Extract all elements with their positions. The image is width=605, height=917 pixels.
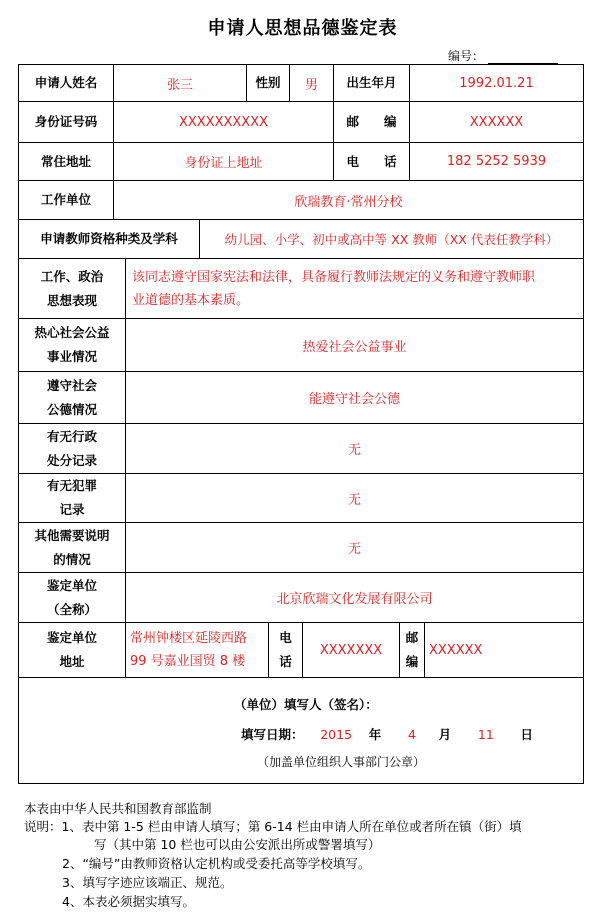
public-welfare-label-line2: 事业情况 [46,349,97,364]
appraising-unit-label [19,573,125,622]
unit-phone-label [269,623,302,677]
fill-date-month: 4 [408,727,416,742]
page-title: 申请人思想品德鉴定表 [207,18,398,39]
postcode-label: 邮 编 [346,114,397,129]
note-1-line-1: 说明：1、表中第 1-5 栏由申请人填写；第 6-14 栏由申请人所在单位或者所在镇（街）填 [24,819,522,834]
political-performance-label [19,259,125,318]
fill-date-day: 11 [477,727,494,742]
public-welfare-label [19,319,125,371]
cert-type-value[interactable]: 幼儿园、小学、初中或高中等 XX 教师（XX 代表任教学科） [224,232,559,247]
filler-signature-line[interactable]: （单位）填写人（签名）： [234,697,378,712]
unit-phone-label-line1: 电 [279,630,292,645]
birth-label: 出生年月 [346,75,397,90]
other-notes-label-line2: 的情况 [53,551,91,567]
social-morality-label-line2: 公德情况 [46,401,97,417]
unit-address-label-line1: 鉴定单位 [46,630,97,645]
serial-label: 编号： [448,49,485,63]
admin-penalty-label [19,424,125,473]
fill-date-year: 2015 [320,727,353,742]
supervision-note: 本表由中华人民共和国教育部监制 [24,801,212,816]
fill-date-month-unit: 月 [438,727,452,742]
note-4: 4、本表必须据实填写。 [62,894,195,909]
phone-value[interactable]: 182 5252 5939 [446,154,547,169]
public-welfare-value[interactable]: 热爱社会公益事业 [302,339,407,355]
name-value[interactable]: 张三 [166,77,193,93]
unit-address-label-line2: 地址 [59,654,85,669]
social-morality-value[interactable]: 能遵守社会公德 [308,392,400,407]
work-unit-value[interactable]: 欣瑞教育·常州分校 [294,194,403,210]
name-label: 申请人姓名 [34,75,98,90]
unit-phone-label-line2: 话 [279,654,292,669]
appraising-unit-value[interactable]: 北京欣瑞文化发展有限公司 [276,592,433,607]
political-performance-value-line1: 该同志遵守国家宪法和法律，具备履行教师法规定的义务和遵守教师职 [132,269,536,285]
political-performance-label-line1: 工作、政治 [40,268,104,284]
political-performance-label-line2: 思想表现 [46,292,97,308]
appraisal-form-table [18,64,584,784]
note-2: 2、“编号”由教师资格认定机构或受委托高等学校填写。 [62,856,371,871]
unit-postcode-label-line2: 编 [405,654,419,669]
criminal-record-label [19,474,125,522]
unit-address-value-line1: 常州钟楼区延陵西路 [130,631,248,646]
unit-postcode-value[interactable]: XXXXXX [429,642,483,658]
postcode-value[interactable]: XXXXXX [469,114,524,130]
serial-number [448,47,558,64]
social-morality-label-line1: 遵守社会 [46,377,97,393]
other-notes-value[interactable]: 无 [347,542,361,557]
appraising-unit-label-line2: （全称） [46,601,97,617]
fill-date[interactable] [241,725,533,743]
note-1-line-2: 写（其中第 10 栏也可以由公安派出所或警署填写） [94,837,381,852]
political-performance-value[interactable] [126,259,583,318]
gender-label: 性别 [255,75,281,90]
criminal-record-label-line1: 有无犯罪 [46,478,97,493]
unit-address-value-line2: 99 号嘉业国贸 8 楼 [130,654,246,669]
admin-penalty-label-line1: 有无行政 [46,428,97,444]
address-label: 常住地址 [40,153,91,169]
address-value[interactable]: 身份证上地址 [184,156,263,171]
fill-date-day-unit: 日 [520,727,534,742]
unit-address-label [19,623,125,677]
id-number-value[interactable]: XXXXXXXXXX [178,114,269,130]
other-notes-label [19,523,125,572]
fill-date-year-unit: 年 [368,727,382,742]
admin-penalty-label-line2: 处分记录 [46,452,97,468]
cert-type-label: 申请教师资格种类及学科 [40,231,178,246]
serial-blank[interactable] [488,51,558,64]
unit-postcode-label [400,623,424,677]
public-welfare-label-line1: 热心社会公益 [34,325,110,340]
admin-penalty-value[interactable]: 无 [347,443,361,458]
social-morality-label [19,372,125,423]
gender-value[interactable]: 男 [304,77,318,93]
id-number-label: 身份证号码 [34,114,98,129]
note-3: 3、填写字迹应该端正、规范。 [62,875,233,890]
criminal-record-label-line2: 记录 [59,502,85,517]
phone-label: 电 话 [346,153,397,169]
unit-phone-value[interactable]: XXXXXXX [319,642,383,658]
birth-value[interactable]: 1992.01.21 [459,75,534,91]
work-unit-label: 工作单位 [40,192,91,207]
stamp-note: （加盖单位组织人事部门公章） [257,755,426,769]
unit-postcode-label-line1: 邮 [405,630,419,645]
criminal-record-value[interactable]: 无 [347,492,361,508]
political-performance-value-line2: 业道德的基本素质。 [132,292,250,308]
unit-address-value[interactable] [126,623,268,677]
appraising-unit-label-line1: 鉴定单位 [46,577,97,593]
other-notes-label-line1: 其他需要说明 [34,527,110,543]
fill-date-label: 填写日期： [241,727,304,742]
